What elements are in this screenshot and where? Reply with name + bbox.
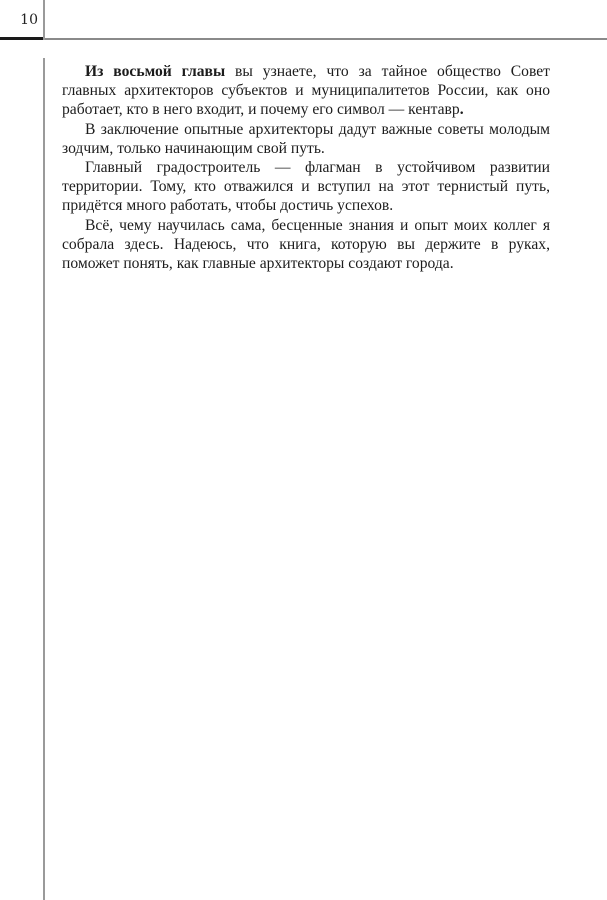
paragraph-trail-bold: .	[459, 101, 464, 119]
page-number: 10	[20, 12, 38, 28]
header-rule-thick	[0, 37, 44, 40]
page-number-box	[0, 0, 43, 38]
body-text	[62, 62, 550, 273]
margin-line-top	[43, 0, 45, 40]
margin-line	[43, 58, 45, 900]
header-rule	[44, 38, 607, 40]
paragraph-chapter-eight	[62, 62, 550, 120]
paragraph-lead-bold: Из восьмой главы	[85, 63, 226, 80]
paragraph-closing: Всё, чему научилась сама, бесценные знания и опыт моих коллег я собрала здесь. Надеюсь, что книга, которую вы держите в руках, поможет понять, как главные архитекторы создают города.	[62, 216, 550, 273]
paragraph-text: вы узнаете, что за тайное общество Совет главных архитекторов субъектов и муниципалитетов России, как оно работает, кто в него входит, и почему его символ — кентавр	[62, 63, 550, 119]
paragraph-conclusion: В заключение опытные архитекторы дадут важные советы молодым зодчим, только начинающим свой путь.	[62, 120, 550, 157]
paragraph-chief-planner: Главный градостроитель — флагман в устойчивом развитии территории. Тому, кто отважился и вступил на этот тернистый путь, придётся много работать, чтобы достичь успехов.	[62, 159, 550, 215]
